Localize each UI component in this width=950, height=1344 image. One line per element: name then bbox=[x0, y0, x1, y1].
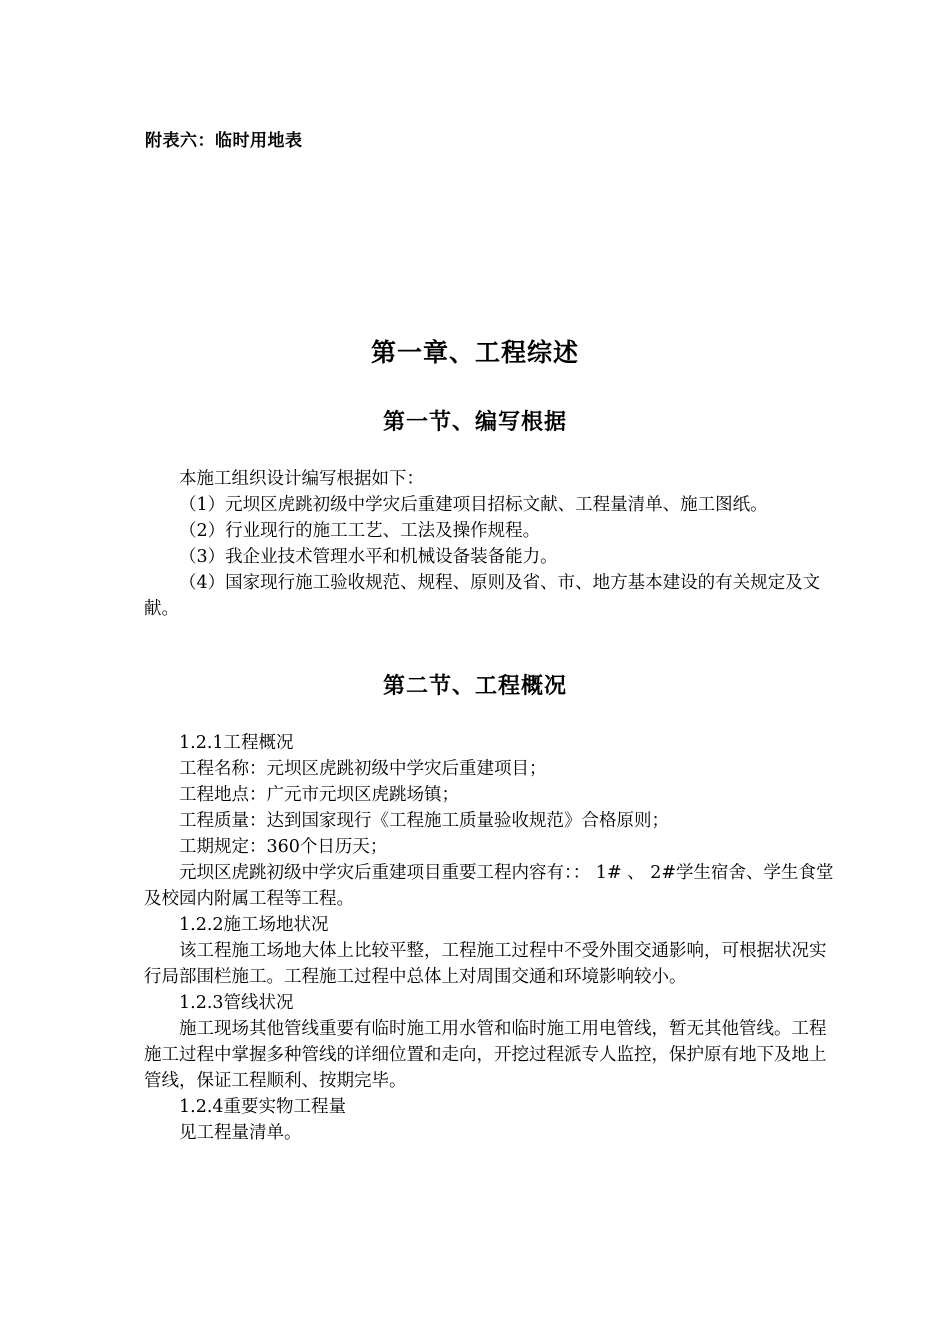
paragraph: 工程质量：达到国家现行《工程施工质量验收规范》合格原则； bbox=[179, 811, 669, 831]
paragraph: （2）行业现行的施工工艺、工法及操作规程。 bbox=[179, 521, 541, 541]
paragraph: 工程名称：元坝区虎跳初级中学灾后重建项目； bbox=[179, 759, 547, 779]
paragraph: 本施工组织设计编写根据如下： bbox=[179, 469, 424, 489]
paragraph: 见工程量清单。 bbox=[179, 1123, 302, 1143]
subsection-heading: 1.2.3管线状况 bbox=[179, 993, 294, 1013]
subsection-heading: 1.2.2施工场地状况 bbox=[179, 915, 329, 935]
section-title-overview: 第二节、工程概况 bbox=[382, 674, 567, 699]
appendix-title: 附表六：临时用地表 bbox=[145, 131, 303, 151]
section-title-basis: 第一节、编写根据 bbox=[382, 410, 567, 435]
paragraph: 工程地点：广元市元坝区虎跳场镇； bbox=[179, 785, 459, 805]
section-body-basis bbox=[144, 466, 834, 622]
paragraph: 施工现场其他管线重要有临时施工用水管和临时施工用电管线，暂无其他管线。工程施工过程中掌握多种管线的详细位置和走向，开挖过程派专人监控，保护原有地下及地上管线，保证工程顺利、按期完毕。 bbox=[144, 1019, 827, 1091]
subsection-heading: 1.2.4重要实物工程量 bbox=[179, 1097, 347, 1117]
chapter-title: 第一章、工程综述 bbox=[370, 338, 579, 367]
paragraph: 该工程施工场地大体上比较平整，工程施工过程中不受外围交通影响，可根据状况实行局部围栏施工。工程施工过程中总体上对周围交通和环境影响较小。 bbox=[144, 941, 827, 987]
paragraph: 元坝区虎跳初级中学灾后重建项目重要工程内容有：： 1# 、 2#学生宿舍、学生食堂及校园内附属工程等工程。 bbox=[144, 863, 834, 909]
paragraph: （3）我企业技术管理水平和机械设备装备能力。 bbox=[179, 547, 558, 567]
paragraph: （4）国家现行施工验收规范、规程、原则及省、市、地方基本建设的有关规定及文献。 bbox=[144, 573, 821, 619]
paragraph: 工期规定：360个日历天； bbox=[179, 837, 388, 857]
paragraph: （1）元坝区虎跳初级中学灾后重建项目招标文献、工程量清单、施工图纸。 bbox=[179, 495, 768, 515]
section-body-overview bbox=[144, 730, 834, 1146]
subsection-heading: 1.2.1工程概况 bbox=[179, 733, 294, 753]
